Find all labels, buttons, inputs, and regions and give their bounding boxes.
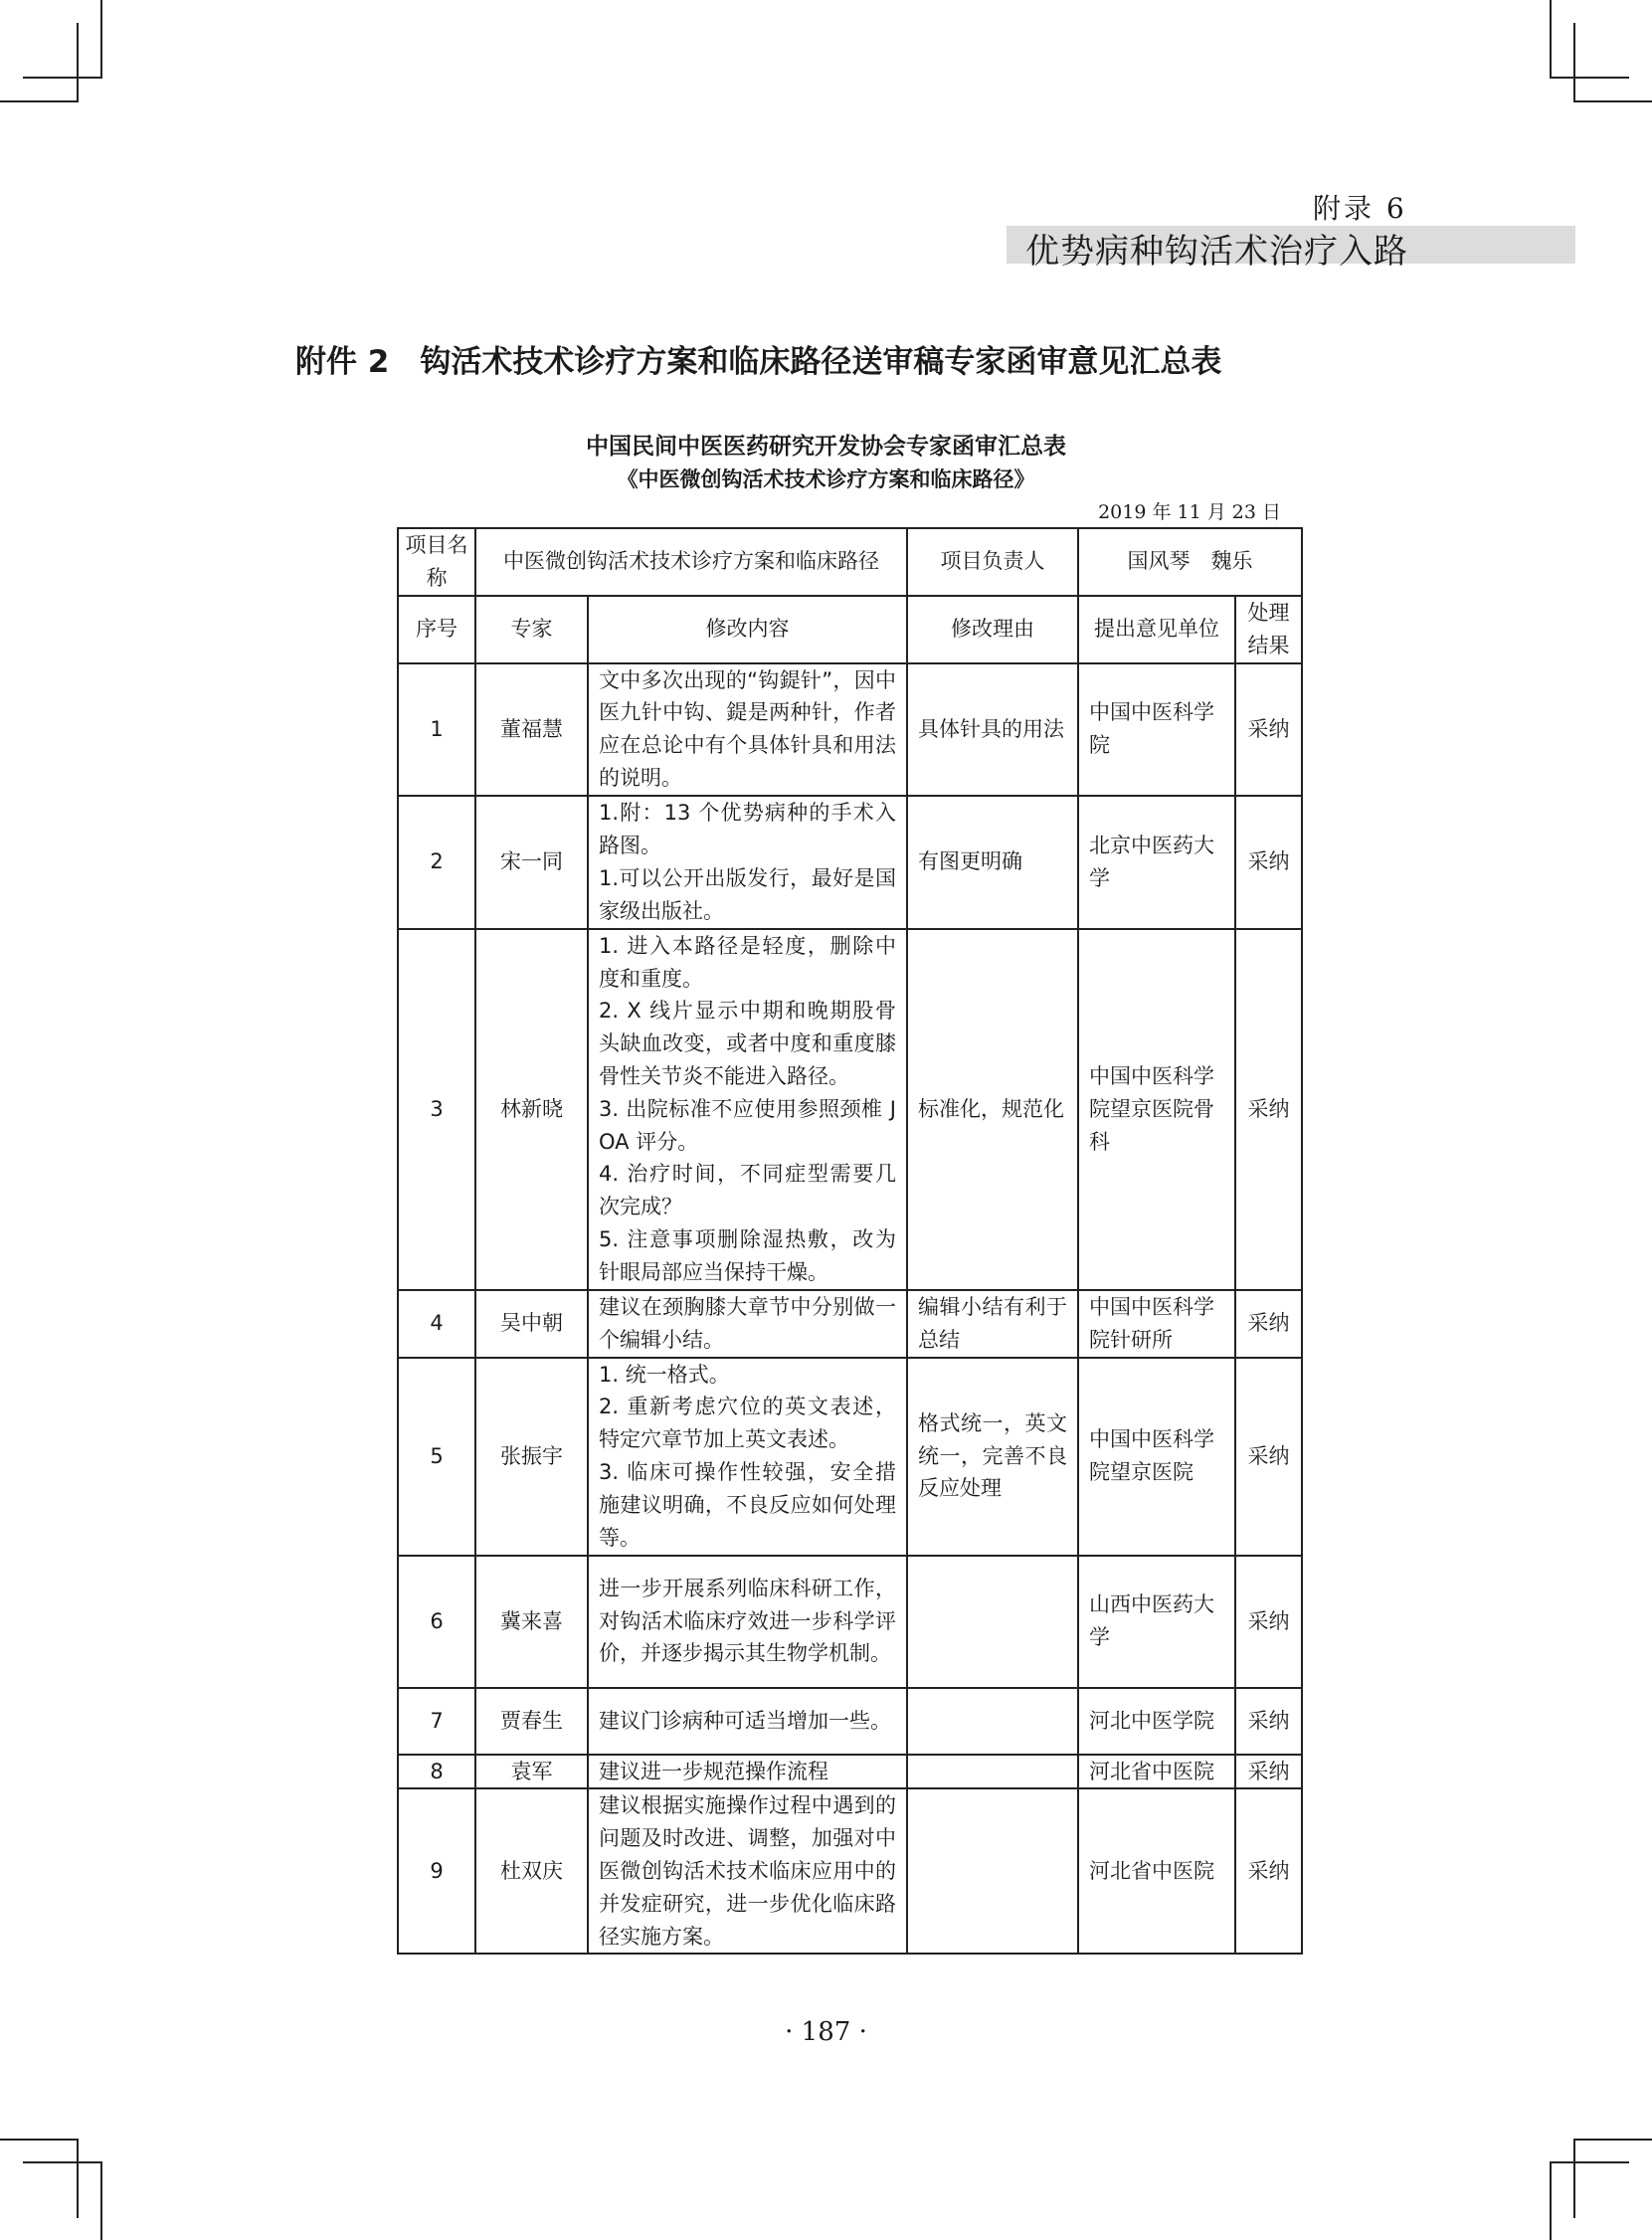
row-number: 3 <box>398 929 475 1290</box>
table-row <box>398 663 1302 796</box>
processing-result: 采纳 <box>1235 1788 1302 1954</box>
table-row <box>398 1788 1302 1954</box>
revision-reason <box>907 1755 1078 1789</box>
revision-reason: 编辑小结有利于总结 <box>907 1290 1078 1358</box>
row-number: 5 <box>398 1358 475 1556</box>
column-header: 修改理由 <box>907 596 1078 663</box>
revision-reason: 标准化，规范化 <box>907 929 1078 1290</box>
revision-reason: 格式统一，英文统一，完善不良反应处理 <box>907 1358 1078 1556</box>
crop-mark-bottom-left <box>23 2161 102 2163</box>
project-row <box>398 528 1302 596</box>
column-header: 处理结果 <box>1235 596 1302 663</box>
revision-content-item: 建议进一步规范操作流程 <box>599 1759 828 1783</box>
processing-result: 采纳 <box>1235 1688 1302 1755</box>
attachment-title: 附件 2 钩活术技术诊疗方案和临床路径送审稿专家函审意见汇总表 <box>295 344 1222 380</box>
crop-mark-bottom-right <box>1550 2161 1552 2240</box>
processing-result: 采纳 <box>1235 929 1302 1290</box>
submitting-unit: 山西中医药大学 <box>1078 1556 1235 1688</box>
expert-name: 张振宇 <box>475 1358 588 1556</box>
crop-mark-bottom-left <box>0 2139 79 2141</box>
revision-content-item: 3. 出院标准不应使用参照颈椎 JOA 评分。 <box>599 1096 896 1154</box>
crop-mark-top-right <box>1573 23 1575 102</box>
table-row <box>398 796 1302 929</box>
table-row <box>398 1358 1302 1556</box>
revision-reason <box>907 1556 1078 1688</box>
expert-name: 杜双庆 <box>475 1788 588 1954</box>
submitting-unit: 中国中医科学院望京医院 <box>1078 1358 1235 1556</box>
submitting-unit: 中国中医科学院针研所 <box>1078 1290 1235 1358</box>
table-row <box>398 929 1302 1290</box>
revision-content-item: 5. 注意事项删除湿热敷，改为针眼局部应当保持干燥。 <box>599 1226 896 1284</box>
expert-name: 冀来喜 <box>475 1556 588 1688</box>
revision-content-item: 建议根据实施操作过程中遇到的问题及时改进、调整，加强对中医微创钩活术技术临床应用中的并发症研究，进一步优化临床路径实施方案。 <box>599 1793 896 1949</box>
table-row <box>398 1688 1302 1755</box>
expert-name: 董福慧 <box>475 663 588 796</box>
row-number: 1 <box>398 663 475 796</box>
processing-result: 采纳 <box>1235 1556 1302 1688</box>
revision-content <box>588 796 907 929</box>
expert-name: 袁军 <box>475 1755 588 1789</box>
crop-mark-top-right <box>1550 0 1552 79</box>
processing-result: 采纳 <box>1235 663 1302 796</box>
table-row <box>398 1290 1302 1358</box>
submitting-unit: 北京中医药大学 <box>1078 796 1235 929</box>
revision-content-item: 3. 临床可操作性较强，安全措施建议明确，不良反应如何处理等。 <box>599 1460 896 1550</box>
revision-content-item: 建议门诊病种可适当增加一些。 <box>599 1708 891 1733</box>
crop-mark-top-left <box>23 77 102 79</box>
expert-name: 林新晓 <box>475 929 588 1290</box>
expert-name: 贾春生 <box>475 1688 588 1755</box>
revision-content-item: 1. 进入本路径是轻度，删除中度和重度。 <box>599 933 896 991</box>
revision-reason <box>907 1788 1078 1954</box>
table-row <box>398 1556 1302 1688</box>
expert-name: 宋一同 <box>475 796 588 929</box>
revision-content <box>588 929 907 1290</box>
row-number: 6 <box>398 1556 475 1688</box>
revision-content-item: 2. X 线片显示中期和晚期股骨头缺血改变，或者中度和重度膝骨性关节炎不能进入路径。 <box>599 999 896 1088</box>
revision-reason <box>907 1688 1078 1755</box>
project-name-value: 中医微创钩活术技术诊疗方案和临床路径 <box>475 528 907 596</box>
processing-result: 采纳 <box>1235 1290 1302 1358</box>
review-summary-table <box>397 527 1303 1955</box>
table-title: 中国民间中医医药研究开发协会专家函审汇总表 <box>586 434 1066 460</box>
expert-name: 吴中朝 <box>475 1290 588 1358</box>
crop-mark-bottom-right <box>1550 2161 1629 2163</box>
submitting-unit: 中国中医科学院 <box>1078 663 1235 796</box>
crop-mark-bottom-right <box>1573 2139 1652 2141</box>
column-header: 专家 <box>475 596 588 663</box>
submitting-unit: 河北省中医院 <box>1078 1755 1235 1789</box>
date: 2019 年 11 月 23 日 <box>1098 501 1281 523</box>
column-header: 修改内容 <box>588 596 907 663</box>
processing-result: 采纳 <box>1235 1358 1302 1556</box>
column-header-row <box>398 596 1302 663</box>
project-leader-label: 项目负责人 <box>907 528 1078 596</box>
project-name-label: 项目名称 <box>398 528 475 596</box>
revision-reason: 有图更明确 <box>907 796 1078 929</box>
processing-result: 采纳 <box>1235 796 1302 929</box>
revision-content <box>588 1688 907 1755</box>
revision-content <box>588 1556 907 1688</box>
revision-reason: 具体针具的用法 <box>907 663 1078 796</box>
crop-mark-bottom-left <box>77 2139 79 2218</box>
crop-mark-top-right <box>1573 100 1652 102</box>
submitting-unit: 河北省中医院 <box>1078 1788 1235 1954</box>
revision-content-item: 1.可以公开出版发行，最好是国家级出版社。 <box>599 865 896 923</box>
row-number: 7 <box>398 1688 475 1755</box>
crop-mark-bottom-right <box>1573 2139 1575 2218</box>
project-leader-value: 国风琴 魏乐 <box>1078 528 1302 596</box>
submitting-unit: 河北中医学院 <box>1078 1688 1235 1755</box>
revision-content-item: 文中多次出现的“钩鍉针”，因中医九针中钩、鍉是两种针，作者应在总论中有个具体针具和用法的说明。 <box>599 667 896 790</box>
appendix-label: 附录 6 <box>1313 192 1407 225</box>
revision-content <box>588 1290 907 1358</box>
row-number: 4 <box>398 1290 475 1358</box>
submitting-unit: 中国中医科学院望京医院骨科 <box>1078 929 1235 1290</box>
revision-content-item: 进一步开展系列临床科研工作，对钩活术临床疗效进一步科学评价，并逐步揭示其生物学机制。 <box>599 1576 896 1666</box>
revision-content-item: 1. 统一格式。 <box>599 1362 730 1387</box>
crop-mark-top-right <box>1550 77 1629 79</box>
crop-mark-top-left <box>0 100 79 102</box>
crop-mark-top-left <box>100 0 102 79</box>
row-number: 8 <box>398 1755 475 1789</box>
revision-content <box>588 663 907 796</box>
row-number: 2 <box>398 796 475 929</box>
page-number: · 187 · <box>785 2017 867 2047</box>
table-subtitle: 《中医微创钩活术技术诊疗方案和临床路径》 <box>617 467 1035 491</box>
row-number: 9 <box>398 1788 475 1954</box>
crop-mark-top-left <box>77 23 79 102</box>
revision-content-item: 2. 重新考虑穴位的英文表述，特定穴章节加上英文表述。 <box>599 1395 896 1452</box>
revision-content-item: 1.附：13 个优势病种的手术入路图。 <box>599 801 896 857</box>
revision-content-item: 建议在颈胸膝大章节中分别做一个编辑小结。 <box>599 1294 896 1352</box>
revision-content <box>588 1755 907 1789</box>
column-header: 序号 <box>398 596 475 663</box>
revision-content <box>588 1358 907 1556</box>
crop-mark-bottom-left <box>100 2161 102 2240</box>
processing-result: 采纳 <box>1235 1755 1302 1789</box>
column-header: 提出意见单位 <box>1078 596 1235 663</box>
revision-content-item: 4. 治疗时间，不同症型需要几次完成？ <box>599 1162 896 1219</box>
revision-content <box>588 1788 907 1954</box>
table-row <box>398 1755 1302 1789</box>
chapter-title: 优势病种钩活术治疗入路 <box>1025 232 1408 272</box>
